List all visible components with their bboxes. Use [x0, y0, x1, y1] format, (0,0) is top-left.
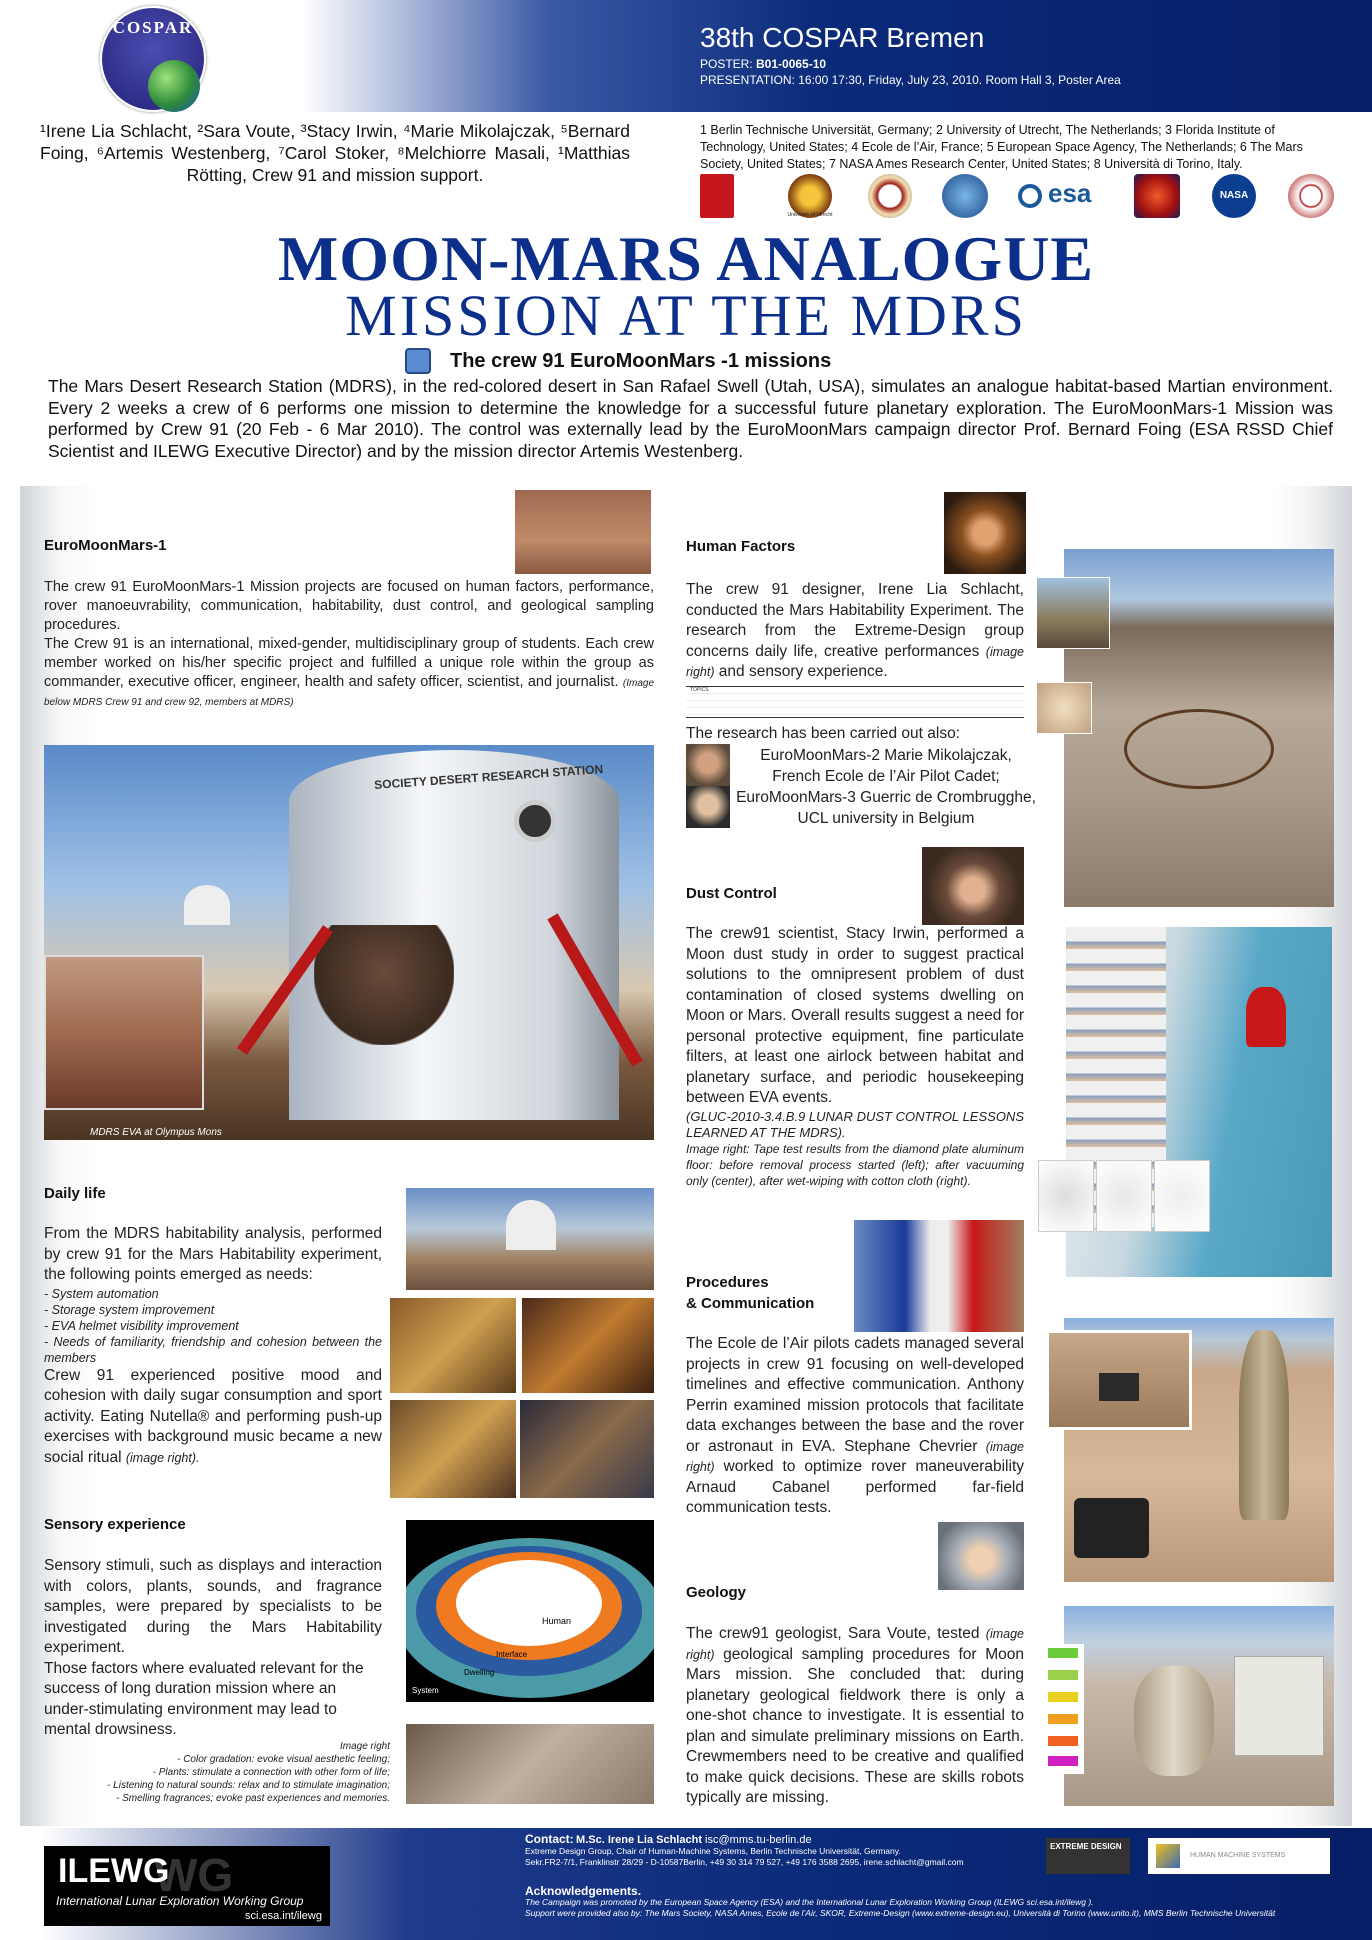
contact-affiliation: Extreme Design Group, Chair of Human-Machine Systems, Berlin Technische Universität, Germany. — [525, 1846, 901, 1856]
diagram-dwelling: Dwelling — [464, 1668, 495, 1677]
procedure-flowchart — [1044, 1644, 1084, 1774]
mars-society-logo — [942, 174, 988, 218]
interior-photo-4 — [520, 1400, 654, 1498]
daily-life-text — [44, 1224, 382, 1468]
geology-sampling-photo — [1064, 1606, 1334, 1806]
habitat-window — [514, 800, 556, 842]
rover-model — [1074, 1498, 1149, 1558]
main-title-line2: MISSION AT THE MDRS — [345, 283, 1027, 348]
ilewg-logo-shadow: WG — [154, 1849, 234, 1901]
affiliations: 1 Berlin Technische Universität, Germany; 2 University of Utrecht, The Netherlands; 3 Florida Institute of Technology, United States; 4 Ecole de l’Air, France; 5 European Space Agency, The Netherlands; 6 The Mars Society, United States; 7 NASA Ames Research Center, United States; 8 Università di Torino, Italy. — [700, 123, 1303, 171]
dust-control-body: The crew91 scientist, Stacy Irwin, performed a Moon dust study in order to suggest practical solutions to the omnipresent problem of dust contamination of closed systems dwelling on Moon or Mars. Overall results suggest a need for personal protective equipment, fine particulate filters, at least one airlock between habitat and planetary surface, and periodic housekeeping between EVA events. — [686, 925, 1024, 1106]
ack-line-2: Support were provided also by: The Mars Society, NASA Ames, Ecole de l’Air, SKOR, Extreme-Design (www.extreme-design.eu), Università di Torino (www.unito.it), MMS Berlin Technische Universität — [525, 1908, 1276, 1918]
euromoonmars-text-1: The crew 91 EuroMoonMars-1 Mission projects are focused on human factors, performance, rover manoeuvrability, communication, habitability, dust control, and geological sampling procedures. — [44, 579, 654, 633]
nasa-logo — [1212, 174, 1256, 218]
methods-table — [686, 686, 1024, 718]
daily-life-intro: From the MDRS habitability analysis, performed by crew 91 for the Mars Habitability experiment, the following points emerged as needs: — [44, 1225, 382, 1283]
habitat-sign: SOCIETY DESERT RESEARCH STATION — [373, 762, 604, 792]
human-factors-text-end: and sensory experience. — [718, 663, 888, 680]
human-factors-heading: Human Factors — [686, 538, 796, 555]
euromoonmars-heading: EuroMoonMars-1 — [44, 537, 167, 554]
sensory-text-2: Those factors where evaluated relevant for the success of long duration mission where an under-stimulating environment may lead to mental drowsiness. — [44, 1659, 364, 1738]
acknowledgements — [525, 1886, 1365, 1919]
sensory-list-item: - Plants: stimulate a connection with other form of life; — [152, 1767, 390, 1778]
extreme-design-logo — [1046, 1838, 1130, 1874]
mdrs-habitat-photo — [44, 745, 654, 1140]
daily-life-text-2: Crew 91 experienced positive mood and cohesion with daily sugar consumption and sport activity. Eating Nutella® and performing push-up exercises with background music became a new social ritual — [44, 1366, 382, 1466]
sensory-text-1: Sensory stimuli, such as displays and interaction with colors, plants, sounds, and fragrance samples, were prepared by specialists to be investigated during the Mars Habitability experiment. — [44, 1557, 382, 1656]
crew-patch-logo — [1134, 174, 1180, 218]
diagram-human: Human — [542, 1616, 572, 1626]
needs-item: - System automation — [44, 1286, 159, 1301]
scientist-figure — [1246, 987, 1286, 1047]
flow-step — [1048, 1736, 1078, 1746]
contact-block — [525, 1834, 1045, 1868]
olympus-mons-inset — [44, 955, 204, 1110]
methods-table-header: TOPICS — [690, 687, 709, 693]
esa-logo — [1018, 178, 1110, 212]
ack-line-1: The Campaign was promoted by the European Space Agency (ESA) and the International Lunar Exploration Working Group (ILEWG sci.esa.int/ilewg ). — [525, 1897, 1094, 1907]
hms-logo-icon — [1156, 1844, 1180, 1868]
needs-item: - Storage system improvement — [44, 1302, 215, 1317]
flow-step — [1048, 1648, 1078, 1658]
ecole-air-logo — [868, 174, 912, 218]
contact-label: Contact: — [525, 1832, 574, 1846]
daily-life-image-ref: (image right). — [125, 1450, 200, 1465]
sensory-list-title: Image right — [339, 1741, 390, 1752]
tu-berlin-logo — [700, 174, 734, 218]
subtitle: The crew 91 EuroMoonMars -1 missions — [450, 350, 832, 372]
procedures-text-1: The Ecole de l’Air pilots cadets managed several projects in crew 91 focusing on well-developed timelines and effective communication. Anthony Perrin examined mission protocols that facilitate data exchanges between the base and the rover or astronaut in EVA. Stephane Chevrier — [686, 1335, 1024, 1455]
tape-test-left — [1038, 1160, 1094, 1232]
human-factors-image-ref: (image right) — [686, 644, 1024, 679]
human-factors-text-1: The crew 91 designer, Irene Lia Schlacht, conducted the Mars Habitability Experiment. The research from the Extreme-Design group concerns daily life, creative performances — [686, 581, 1024, 660]
needs-item: - Needs of familiarity, friendship and cohesion between the members — [44, 1334, 382, 1365]
geology-text-end: geological sampling procedures for Moon Mars mission. She concluded that: during planetary geological fieldwork there is only a one-shot chance to investigate. It is essential to plan and simulate preliminary missions on Earth. Crewmembers need to be creative and qualified to make quick decisions. These are skills robots typically are missing. — [686, 1645, 1024, 1806]
main-title-line1: MOON-MARS ANALOGUE — [277, 223, 1095, 294]
contact-address: Sekr.FR2-7/1, Franklinstr 28/29 - D-10587Berlin, +49 30 314 79 527, +49 176 3588 2695, irene.schlacht@gmail.com — [525, 1857, 964, 1867]
geologist-figure — [1134, 1666, 1214, 1776]
esa-logo-text: esa — [1048, 178, 1092, 208]
crew-flag-photo — [854, 1220, 1024, 1332]
procedures-heading-1: Procedures — [686, 1274, 769, 1291]
ilewg-logo-text: ILEWG — [58, 1852, 170, 1890]
human-factors-text — [686, 580, 1024, 683]
flow-step — [1048, 1714, 1078, 1724]
crew-patch-icon — [405, 348, 431, 374]
drawing-photo-small — [1036, 682, 1092, 734]
astronauts-photo — [515, 490, 651, 574]
dust-control-heading: Dust Control — [686, 885, 777, 902]
euromoonmars-text-2: The Crew 91 is an international, mixed-gender, multidisciplinary group of students. Each crew member worked on his/her specific project and fulfilled a unique role within the group as commander, executive officer, engineer, health and safety officer, scientist, and journalist. — [44, 636, 654, 690]
hms-logo — [1148, 1838, 1330, 1874]
diagram-interface: Interface — [496, 1650, 528, 1659]
geology-text — [686, 1624, 1024, 1809]
research-also: The research has been carried out also: — [686, 725, 960, 742]
procedures-heading — [686, 1272, 814, 1314]
sensory-list-item: - Smelling fragrances; evoke past experiences and memories. — [115, 1793, 390, 1804]
flow-step — [1048, 1692, 1078, 1702]
portrait-marie — [686, 744, 730, 786]
tape-test-right — [1154, 1160, 1210, 1232]
tape-test-center — [1096, 1160, 1152, 1232]
ilewg-logo — [44, 1846, 330, 1926]
torino-logo — [1288, 174, 1334, 218]
sample-kit — [1234, 1656, 1324, 1756]
dust-control-caption: Image right: Tape test results from the diamond plate aluminum floor: before removal process started (left); after vacuuming only (center), after wet-wiping with cotton cloth (right). — [686, 1141, 1024, 1188]
camera-device — [1099, 1373, 1139, 1401]
flow-step — [1048, 1670, 1078, 1680]
sensory-list-item: - Color gradation: evoke visual aesthetic feeling; — [177, 1754, 390, 1765]
helmet-photo-sara — [938, 1522, 1024, 1590]
interior-photo-1 — [390, 1298, 516, 1393]
intro-paragraph: The Mars Desert Research Station (MDRS), in the red-colored desert in San Rafael Swell (Utah, USA), simulates an analogue habitat-based Martian environment. Every 2 weeks a crew of 6 performs one mission to determine the knowledge for a successful future planetary exploration. The EuroMoonMars-1 Mission was performed by Crew 91 (20 Feb - 6 Mar 2010). The control was externally lead by the EuroMoonMars campaign director Prof. Bernard Foing (ESA RSSD Chief Scientist and ILEWG Executive Director) and by the mission director Artemis Westenberg. — [48, 376, 1333, 461]
presentation-time: PRESENTATION: 16:00 17:30, Friday, July 23, 2010. Room Hall 3, Poster Area — [700, 73, 1121, 87]
habitability-diagram — [406, 1520, 654, 1702]
rover-inset-photo — [1046, 1330, 1192, 1430]
conference-title: 38th COSPAR Bremen — [700, 22, 985, 53]
ack-label: Acknowledgements. — [525, 1884, 642, 1898]
procedures-image-ref: (image right) — [686, 1439, 1024, 1474]
dust-control-text — [686, 924, 1024, 1189]
extreme-design-logo-text: EXTREME DESIGN — [1050, 1842, 1122, 1851]
research-also-1: EuroMoonMars-2 Marie Mikolajczak, French Ecole de l’Air Pilot Cadet; — [760, 747, 1012, 785]
hms-logo-text: HUMAN MACHINE SYSTEMS — [1190, 1852, 1286, 1859]
site-habitat — [506, 1200, 556, 1250]
author-list: ¹Irene Lia Schlacht, ²Sara Voute, ³Stacy Irwin, ⁴Marie Mikolajczak, ⁵Bernard Foing, ⁶Artemis Westenberg, ⁷Carol Stoker, ⁸Melchiorre Masali, ¹Matthias Rötting, Crew 91 and mission support. — [40, 121, 630, 185]
astronaut-figure — [1239, 1330, 1289, 1520]
flow-step — [1048, 1756, 1078, 1766]
ilewg-url: sci.esa.int/ilewg — [244, 1910, 322, 1922]
globe-icon — [148, 60, 200, 112]
poster-label: POSTER: — [700, 57, 757, 71]
geology-image-ref: (image right) — [686, 1627, 1024, 1662]
nasa-logo-text: NASA — [1219, 190, 1249, 201]
olympus-mons-caption: MDRS EVA at Olympus Mons — [90, 1127, 222, 1138]
daily-life-heading: Daily life — [44, 1185, 106, 1202]
partner-logos — [700, 174, 1340, 218]
diagram-system: System — [412, 1686, 439, 1695]
procedures-text-end: worked to optimize rover maneuverability Arnaud Cabanel performed far-field communication tests. — [686, 1458, 1025, 1516]
procedures-heading-2: & Communication — [686, 1295, 815, 1312]
geology-heading: Geology — [686, 1584, 747, 1601]
sensory-list-item: - Listening to natural sounds: relax and to stimulate imagination; — [107, 1780, 390, 1791]
contact-email: isc@mms.tu-berlin.de — [705, 1834, 812, 1846]
cospar-logo-text: COSPAR — [112, 18, 194, 37]
portrait-guerric — [686, 786, 730, 828]
diagram-core — [456, 1560, 602, 1646]
spiral-marking — [1124, 709, 1274, 789]
interior-photo-3 — [390, 1400, 516, 1498]
needs-item: - EVA helmet visibility improvement — [44, 1318, 239, 1333]
sensory-list — [40, 1740, 390, 1805]
crew-group — [314, 925, 454, 1045]
contact-name: M.Sc. Irene Lia Schlacht — [576, 1834, 702, 1846]
sensory-text — [44, 1556, 382, 1741]
crew-photo-caption: (Image below MDRS Crew 91 and crew 92, members at MDRS) — [44, 678, 655, 708]
sensory-heading: Sensory experience — [44, 1516, 186, 1533]
observatory-dome — [184, 885, 230, 925]
dust-control-reference: (GLUC-2010-3.4.B.9 LUNAR DUST CONTROL LESSONS LEARNED AT THE MDRS). — [686, 1108, 1024, 1140]
helmet-photo-irene — [944, 492, 1026, 574]
presentation-info — [700, 56, 1121, 88]
research-also-2: EuroMoonMars-3 Guerric de Crombrugghe, UCL university in Belgium — [736, 789, 1036, 827]
ilewg-full-name: International Lunar Exploration Working Group — [56, 1894, 304, 1908]
utrecht-logo-label: University of Utrecht — [787, 212, 833, 218]
poster-code: B01-0065-10 — [756, 57, 827, 71]
geology-text-1: The crew91 geologist, Sara Voute, tested — [686, 1625, 980, 1642]
interior-photo-2 — [522, 1298, 654, 1393]
eva-photo-small — [1036, 577, 1110, 649]
mdrs-site-photo — [406, 1188, 654, 1290]
euromoonmars-text — [44, 578, 654, 711]
sensory-photo — [406, 1724, 654, 1804]
helmet-photo-stacy — [922, 847, 1024, 925]
procedures-text — [686, 1334, 1024, 1519]
